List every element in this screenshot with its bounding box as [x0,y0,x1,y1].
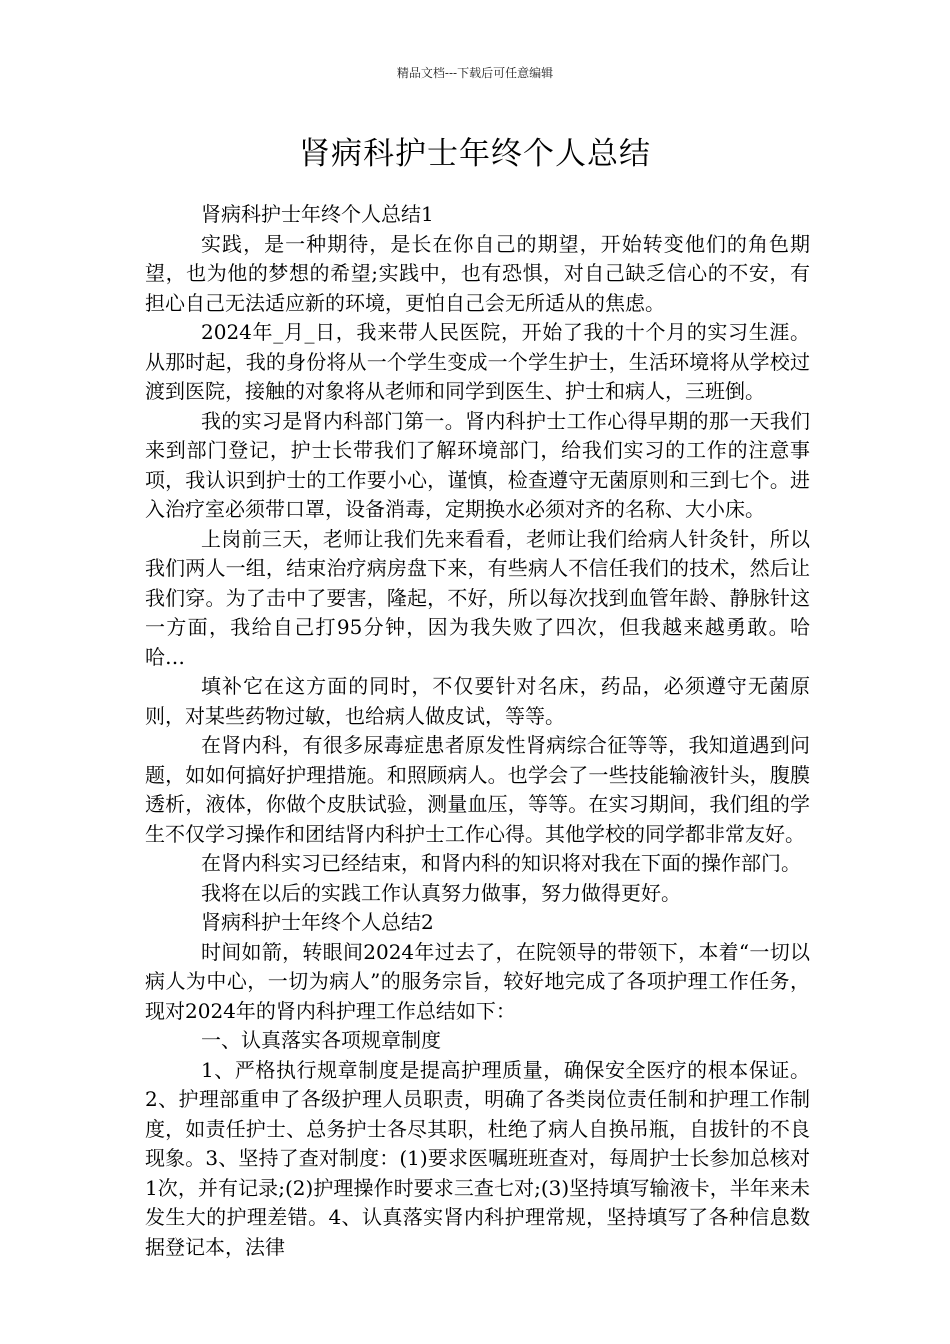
paragraph: 实践，是一种期待，是长在你自己的期望，开始转变他们的角色期望，也为他的梦想的希望;实践中，也有恐惧，对自己缺乏信心的不安，有担心自己无法适应新的环境，更怕自己会无所适从的焦虑。 [145,231,810,315]
document-title: 肾病科护士年终个人总结 [299,136,651,172]
section-heading-1: 肾病科护士年终个人总结1 [201,202,434,226]
paragraph: 我的实习是肾内科部门第一。肾内科护士工作心得早期的那一天我们来到部门登记，护士长带我们了解环境部门，给我们实习的工作的注意事项，我认识到护士的工作要小心，谨慎，检查遵守无菌原则和三到七个。进入治疗室必须带口罩，设备消毒，定期换水必须对齐的名称、大小床。 [145,408,810,521]
paragraph: 填补它在这方面的同时，不仅要针对名床，药品，必须遵守无菌原则，对某些药物过敏，也给病人做皮试，等等。 [145,674,810,728]
section-heading-2: 肾病科护士年终个人总结2 [201,910,434,934]
paragraph: 我将在以后的实践工作认真努力做事，努力做得更好。 [201,880,681,905]
paragraph: 1、严格执行规章制度是提高护理质量，确保安全医疗的根本保证。2、护理部重申了各级护理人员职责，明确了各类岗位责任制和护理工作制度，如责任护士、总务护士各尽其职，杜绝了病人自换吊瓶，自拔针的不良现象。3、坚持了查对制度：(1)要求医嘱班班查对，每周护士长参加总核对1次，并有记录;(2)护理操作时要求三查七对;(3)坚持填写输液卡，半年来未发生大的护理差错。4、认真落实肾内科护理常规，坚持填写了各种信息数据登记本，法律 [145,1057,810,1259]
paragraph: 在肾内科，有很多尿毒症患者原发性肾病综合征等等，我知道遇到问题，如如何搞好护理措施。和照顾病人。也学会了一些技能输液针头，腹膜透析，液体，你做个皮肤试验，测量血压，等等。在实习期间，我们组的学生不仅学习操作和团结肾内科护士工作心得。其他学校的同学都非常友好。 [145,733,810,846]
paragraph: 2024年_月_日，我来带人民医院，开始了我的十个月的实习生涯。从那时起，我的身份将从一个学生变成一个学生护士，生活环境将从学校过渡到医院，接触的对象将从老师和同学到医生、护士和病人，三班倒。 [145,320,810,403]
document-body [145,200,810,1262]
header-note: 精品文档---下载后可任意编辑 [396,66,554,80]
paragraph: 上岗前三天，老师让我们先来看看，老师让我们给病人针灸针，所以我们两人一组，结束治疗病房盘下来，有些病人不信任我们的技术，然后让我们穿。为了击中了要害，隆起，不好，所以每次找到血管年龄、静脉针这一方面，我给自己打95分钟，因为我失败了四次，但我越来越勇敢。哈哈… [145,526,810,669]
paragraph: 在肾内科实习已经结束，和肾内科的知识将对我在下面的操作部门。 [201,851,801,875]
subsection-heading: 一、认真落实各项规章制度 [201,1028,441,1052]
paragraph: 时间如箭，转眼间2024年过去了，在院领导的带领下，本着“一切以病人为中心，一切为病人”的服务宗旨，较好地完成了各项护理工作任务，现对2024年的肾内科护理工作总结如下： [145,939,810,1023]
